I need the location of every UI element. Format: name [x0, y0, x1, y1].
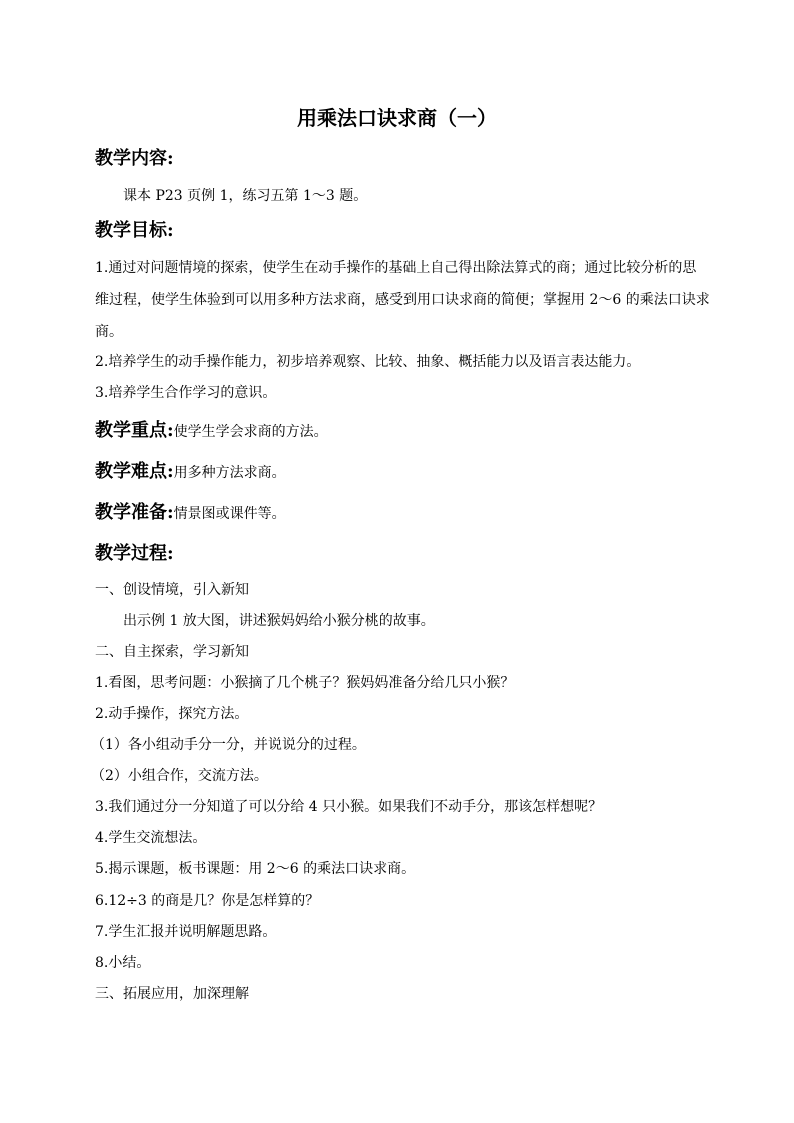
- process-step-2: 2.动手操作，探究方法。: [95, 706, 249, 722]
- goal-item-1-line-2: 维过程，使学生体验到可以用多种方法求商，感受到用口诀求商的简便；掌握用 2～6 的乘法口诀求: [95, 292, 710, 308]
- process-section-3: 三、拓展应用，加深理解: [95, 986, 249, 1002]
- key-point-label: 教学重点:: [95, 420, 174, 441]
- difficulty-label: 教学难点:: [95, 461, 174, 482]
- process-step-2-a: （1）各小组动手分一分，并说说分的过程。: [91, 737, 366, 753]
- key-point-row: [95, 418, 328, 445]
- process-heading: 教学过程:: [95, 543, 174, 564]
- process-section-2: 二、自主探索，学习新知: [95, 644, 249, 660]
- difficulty-row: [95, 459, 286, 486]
- process-section-1: 一、创设情境，引入新知: [95, 582, 249, 598]
- process-section-1-text: 出示例 1 放大图，讲述猴妈妈给小猴分桃的故事。: [123, 613, 435, 629]
- process-step-8: 8.小结。: [95, 955, 151, 971]
- process-step-1: 1.看图，思考问题：小猴摘了几个桃子？猴妈妈准备分给几只小猴？: [95, 675, 515, 691]
- process-step-2-b: （2）小组合作，交流方法。: [91, 768, 268, 784]
- preparation-row: [95, 500, 286, 527]
- goal-item-1-line-1: 1.通过对问题情境的探索，使学生在动手操作的基础上自己得出除法算式的商；通过比较分析的思: [95, 260, 697, 276]
- content-text: 课本 P23 页例 1，练习五第 1～3 题。: [123, 188, 368, 204]
- process-step-7: 7.学生汇报并说明解题思路。: [95, 924, 277, 940]
- process-step-3: 3.我们通过分一分知道了可以分给 4 只小猴。如果我们不动手分，那该怎样想呢？: [95, 799, 603, 815]
- goal-item-1-line-3: 商。: [95, 324, 123, 340]
- content-heading: 教学内容:: [95, 148, 174, 169]
- process-step-6: 6.12÷3 的商是几？你是怎样算的？: [95, 893, 320, 909]
- goals-heading: 教学目标:: [95, 220, 174, 241]
- preparation-text: 情景图或课件等。: [173, 506, 286, 522]
- goal-item-3: 3.培养学生合作学习的意识。: [95, 385, 277, 401]
- preparation-label: 教学准备:: [95, 502, 174, 523]
- key-point-text: 使学生学会求商的方法。: [173, 424, 328, 440]
- process-step-4: 4.学生交流想法。: [95, 830, 207, 846]
- goal-item-2: 2.培养学生的动手操作能力，初步培养观察、比较、抽象、概括能力以及语言表达能力。: [95, 354, 641, 370]
- document-title: 用乘法口诀求商（一）: [297, 106, 497, 130]
- process-step-5: 5.揭示课题，板书课题：用 2～6 的乘法口诀求商。: [95, 861, 416, 877]
- difficulty-text: 用多种方法求商。: [173, 465, 286, 481]
